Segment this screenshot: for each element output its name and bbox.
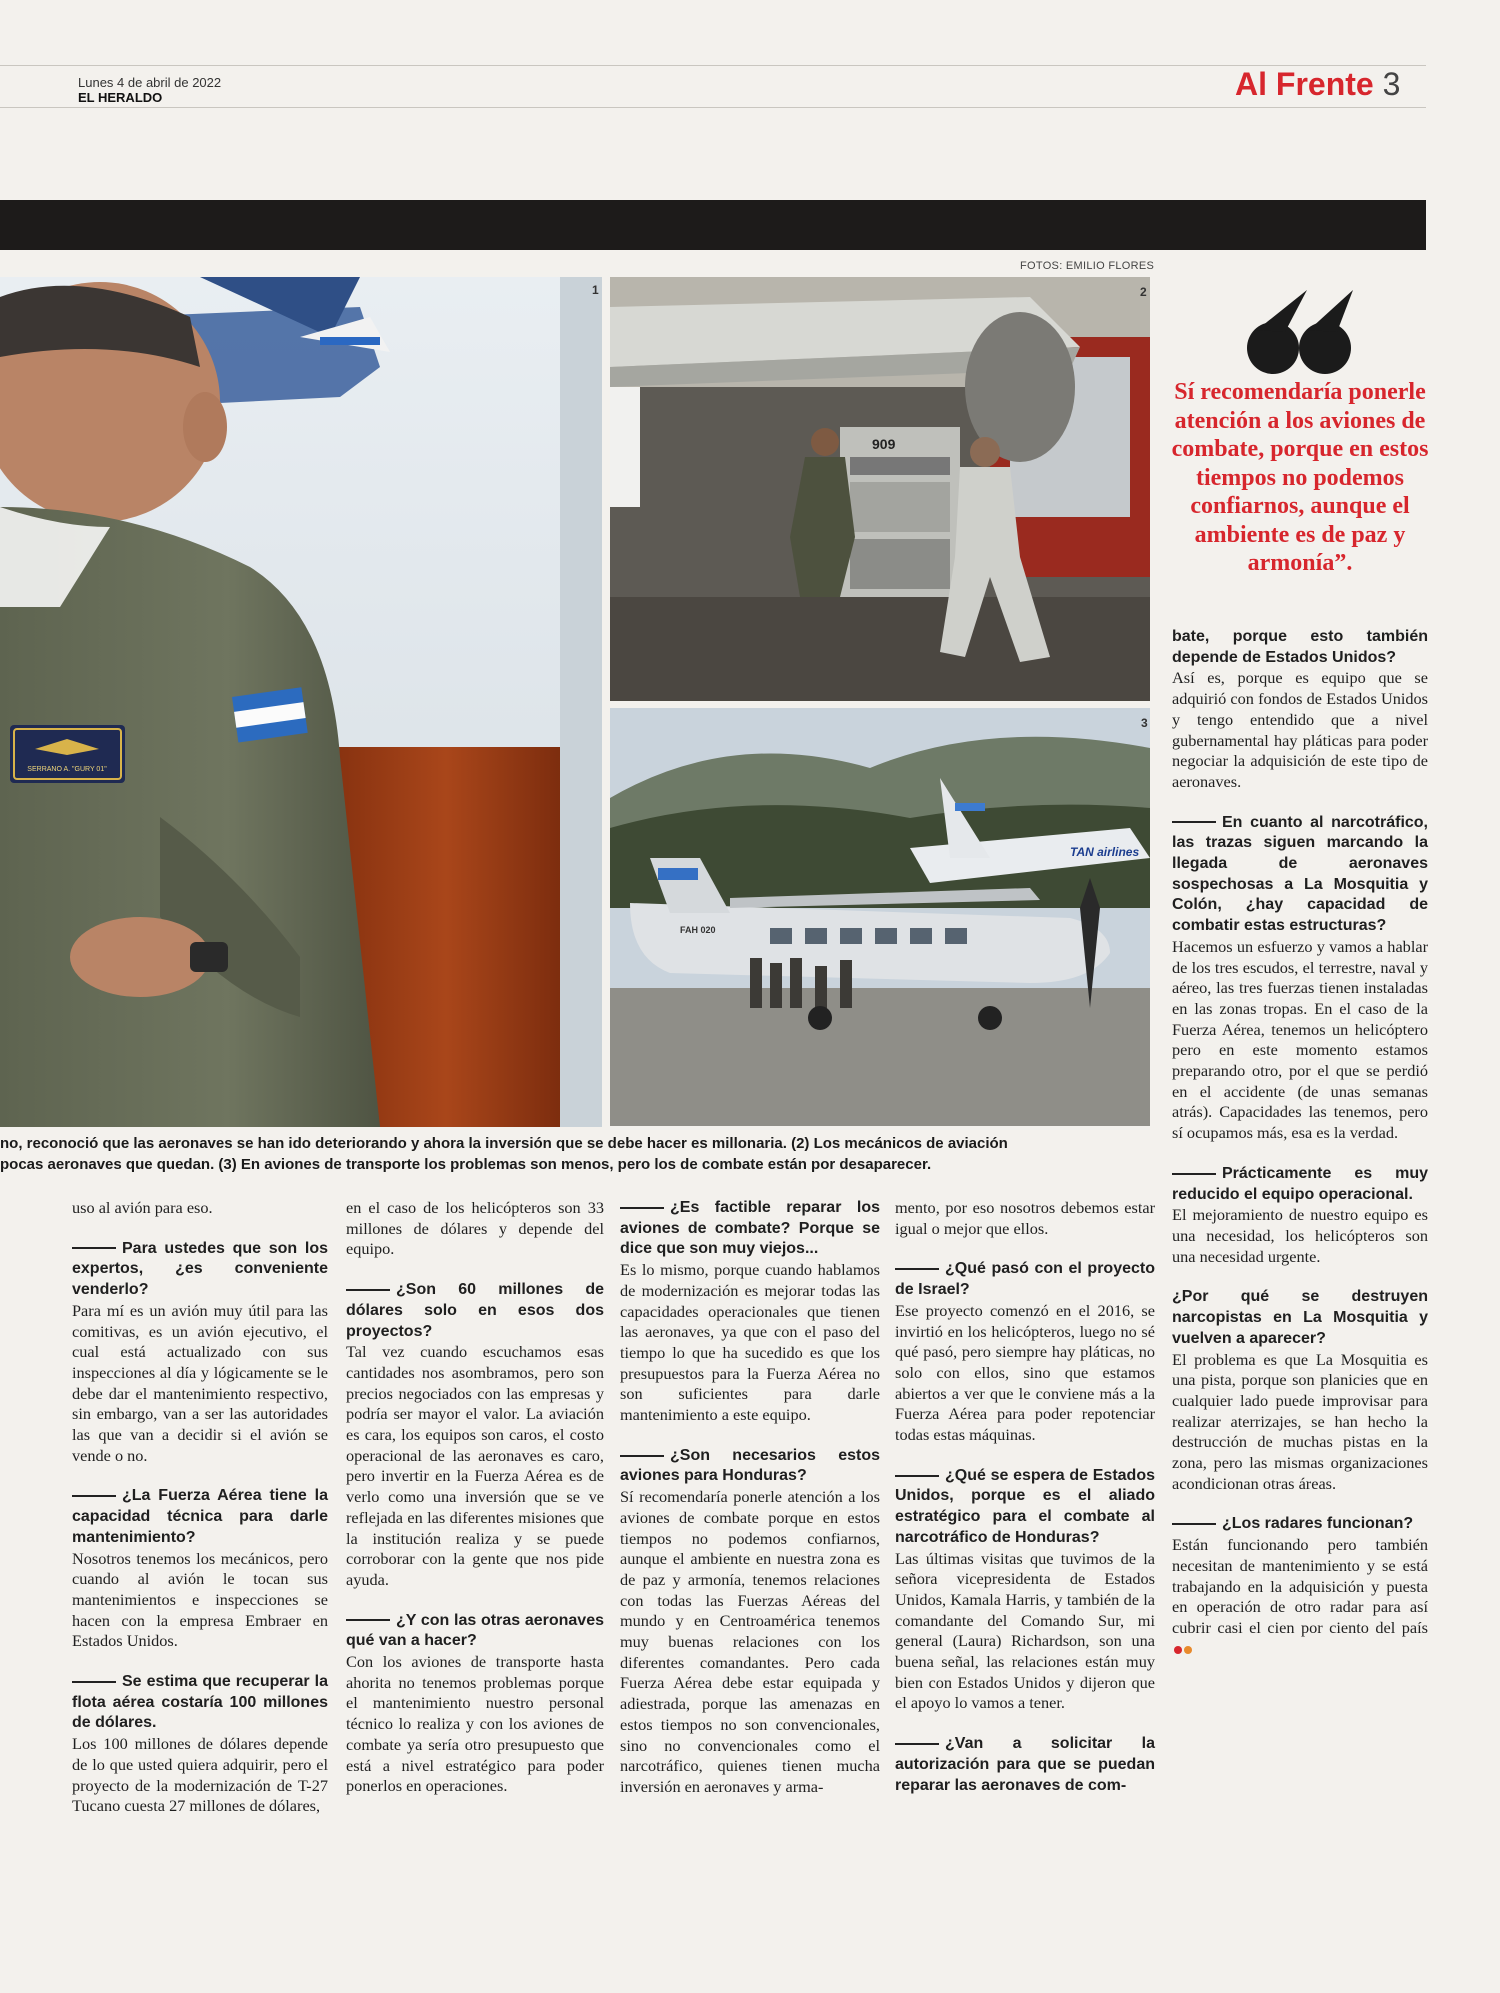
question-dash xyxy=(895,1475,939,1477)
photo-number-1: 1 xyxy=(592,283,599,297)
article-column-4 xyxy=(895,1198,1155,1796)
tail-id-text: FAH 020 xyxy=(680,925,716,935)
aircraft-illustration xyxy=(610,708,1150,1126)
question-dash xyxy=(895,1268,939,1270)
article-column-2 xyxy=(346,1198,604,1797)
question-text: ¿Los radares funcionan? xyxy=(1172,1514,1428,1535)
photo-credit: FOTOS: EMILIO FLORES xyxy=(1020,260,1155,272)
answer-text: mento, por eso nosotros debemos estar igual o mejor que ellos. xyxy=(895,1198,1155,1238)
photo-caption xyxy=(0,1133,1160,1175)
photo-officer xyxy=(0,277,602,1127)
answer-text: Los 100 millones de dólares depende de lo que usted quiera adquirir, pero el proyecto de la modernización de T-27 Tucano cuesta 27 millones de dólares, xyxy=(72,1734,328,1816)
question-text: ¿Qué pasó con el proyecto de Israel? xyxy=(895,1260,1155,1299)
pull-quote: Sí recomendaría ponerle atención a los aviones de combate, porque en estos tiempos no podemos confiarnos, aunque el ambiente es de paz y armonía”. xyxy=(1171,379,1429,576)
answer-text: Tal vez cuando escuchamos esas cantidades nos asombramos, pero son precios negociados con las empresas y podría ser mayor el valor. La aviación es cara, los equipos son caros, el costo operacional de las aeronaves es caro, pero invertir en la Fuerza Aérea es de verlo como una inversión que se ve reflejada en las diferentes misiones que la institución realiza y se puede corroborar con la gente que nos pide ayuda. xyxy=(346,1342,604,1589)
question-text: ¿La Fuerza Aérea tiene la capacidad técnica para darle mantenimiento? xyxy=(72,1487,328,1546)
question-dash xyxy=(72,1681,116,1683)
question-dash xyxy=(1172,1523,1216,1525)
answer-text: Con los aviones de transporte hasta ahorita no tenemos problemas porque el mantenimiento nuestro personal técnico lo realiza y con los aviones de combate ya sería otro presupuesto que está a nivel estratégico para poder ponerlos en operaciones. xyxy=(346,1652,604,1796)
question-dash xyxy=(72,1247,116,1249)
issue-date: Lunes 4 de abril de 2022 xyxy=(78,75,222,90)
caption-line-1: no, reconoció que las aeronaves se han ido deteriorando y ahora la inversión que se debe hacer es millonaria. (2) Los mecánicos de aviación xyxy=(0,1135,1008,1152)
page-number: 3 xyxy=(1382,66,1401,102)
airline-logo-text: TAN airlines xyxy=(1070,845,1140,859)
question-dash xyxy=(346,1619,390,1621)
article-column-3 xyxy=(620,1198,880,1798)
section-name: Al Frente xyxy=(1235,66,1374,102)
question-dash xyxy=(1172,1173,1216,1175)
question-dash xyxy=(620,1207,664,1209)
quote-marks-icon xyxy=(1245,290,1355,381)
panel-label: 909 xyxy=(872,436,896,452)
question-text: ¿Son necesarios estos aviones para Honduras? xyxy=(620,1446,880,1485)
question-text: ¿Son 60 millones de dólares solo en esos dos proyectos? xyxy=(346,1281,604,1340)
photo-transport-aircraft xyxy=(610,708,1150,1126)
header-rule-bottom xyxy=(0,107,1426,108)
answer-text: Las últimas visitas que tuvimos de la señora vicepresidenta de Estados Unidos, Kamala Harris, y también de la comandante del Comando Sur, mi general (Laura) Richardson, son una buena señal, las relaciones están muy bien con Estados Unidos y dijeron que el apoyo lo vamos a tener. xyxy=(895,1548,1155,1713)
question-text: Prácticamente es muy reducido el equipo operacional. xyxy=(1172,1164,1428,1203)
question-dash xyxy=(1172,821,1216,823)
question-text: ¿Van a solicitar la autorización para que se puedan reparar las aeronaves de com- xyxy=(895,1735,1155,1794)
question-dash xyxy=(620,1455,664,1457)
question-text: En cuanto al narcotráfico, las trazas siguen marcando la llegada de aeronaves sospechosas a La Mosquitia y Colón, ¿hay capacidad de combatir estas estructuras? xyxy=(1172,813,1428,935)
question-text: ¿Y con las otras aeronaves qué van a hacer? xyxy=(346,1611,604,1650)
question-text: Para ustedes que son los expertos, ¿es conveniente venderlo? xyxy=(72,1239,328,1299)
answer-text: El problema es que La Mosquitia es una pista, porque son planicies que en cualquier lado puede improvisar para realizar aterrizajes, se han hecho la destrucción de muchas pistas en la zona, pero las mismas organizaciones acondicionan otras áreas. xyxy=(1172,1349,1428,1493)
answer-text: uso al avión para eso. xyxy=(72,1198,213,1217)
header-rule-top xyxy=(0,65,1426,66)
question-dash xyxy=(895,1743,939,1745)
answer-text: Hacemos un esfuerzo y vamos a hablar de los tres escudos, el terrestre, naval y aéreo, las tres fuerzas tienen instaladas en las zonas tropas. En el caso de la Fuerza Aérea, tenemos un helicóptero pero en este momento estamos preparando otro, por el que se perdió en el accidente (de unas semanas atrás). Capacidades las tenemos, pero sí ocupamos más, esa es la verdad. xyxy=(1172,936,1428,1143)
answer-text: Así es, porque es equipo que se adquirió con fondos de Estados Unidos y tengo entendido que a nivel gubernamental hay pláticas para poder negociar la adquisición de este tipo de aeronaves. xyxy=(1172,668,1428,791)
question-dash xyxy=(72,1495,116,1497)
article-column-1 xyxy=(72,1198,328,1817)
officer-illustration xyxy=(0,277,602,1127)
question-text: Se estima que recuperar la flota aérea costaría 100 millones de dólares. xyxy=(72,1673,328,1732)
question-text: ¿Es factible reparar los aviones de combate? Porque se dice que son muy viejos... xyxy=(620,1199,880,1258)
caption-line-2: pocas aeronaves que quedan. (3) En aviones de transporte los problemas son menos, pero los de combate están por desaparecer. xyxy=(0,1156,932,1173)
section-title xyxy=(1235,66,1400,103)
answer-text: Es lo mismo, porque cuando hablamos de modernización es mejorar todas las capacidades operacionales que tienen las aeronaves, ya que con el paso del tiempo lo que ha sucedido es que los presupuestos para la Fuerza Aérea no son suficientes para darle mantenimiento a este equipo. xyxy=(620,1260,880,1425)
question-text: ¿Por qué se destruyen narcopistas en La Mosquitia y vuelven a aparecer? xyxy=(1172,1288,1428,1347)
answer-text: Ese proyecto comenzó en el 2016, se invirtió en los helicópteros, luego no sé qué pasó, pero siempre hay pláticas, no solo con ellos, sino que estamos abiertos a ver que le conviene más a la Fuerza Aérea para poder repotenciar todas estas máquinas. xyxy=(895,1300,1155,1445)
nameplate-text: SERRANO A. "GURY 01" xyxy=(27,766,107,773)
hangar-illustration xyxy=(610,277,1150,701)
answer-text: Están funcionando pero también necesitan de mantenimiento y se está trabajando en la adquisición y puesta en operación de otro radar para así cubrir casi el cien por ciento del país xyxy=(1172,1535,1428,1659)
black-banner xyxy=(0,200,1426,250)
question-dash xyxy=(346,1289,390,1291)
answer-text: El mejoramiento de nuestro equipo es una necesidad, los helicópteros son una necesidad urgente. xyxy=(1172,1205,1428,1266)
answer-text: Para mí es un avión muy útil para las comitivas, es un avión ejecutivo, el cual está actualizado con sus inspecciones al día y lógicamente se le debe dar el mantenimiento respectivo, sin embargo, van a ser las autoridades las que van a decidir si el avión se vende o no. xyxy=(72,1300,328,1465)
photo-number-2: 2 xyxy=(1140,285,1147,299)
article-column-5 xyxy=(1172,627,1428,1659)
answer-text: en el caso de los helicópteros son 33 millones de dólares y depende del equipo. xyxy=(346,1198,604,1259)
publication-name: EL HERALDO xyxy=(78,90,163,105)
answer-text: Nosotros tenemos los mecánicos, pero cuando al avión le tocan sus mantenimientos e inspecciones se hacen con la empresa Embraer en Estados Unidos. xyxy=(72,1548,328,1651)
question-text: ¿Qué se espera de Estados Unidos, porque es el aliado estratégico para el combate al narcotráfico de Honduras? xyxy=(895,1466,1155,1546)
answer-text: Sí recomendaría ponerle atención a los aviones de combate porque en estos tiempos no podemos confiarnos, aunque el ambiente en nuestra zona es de paz y armonía, tenemos relaciones con todas las Fuerzas Aéreas del mundo y en Centroamérica tenemos muy buenas relaciones con los diferentes comandantes. Pero cada Fuerza Aérea debe estar equipada y adiestrada, porque las amenazas en estos tiempos no son convencionales, sino no convencionales como el narcotráfico, quienes tienen mucha inversión en aeronaves y arma- xyxy=(620,1487,880,1796)
question-text: bate, porque esto también depende de Estados Unidos? xyxy=(1172,628,1428,666)
photo-hangar xyxy=(610,277,1150,701)
photo-number-3: 3 xyxy=(1141,716,1148,730)
end-mark-icon xyxy=(1172,1639,1192,1660)
